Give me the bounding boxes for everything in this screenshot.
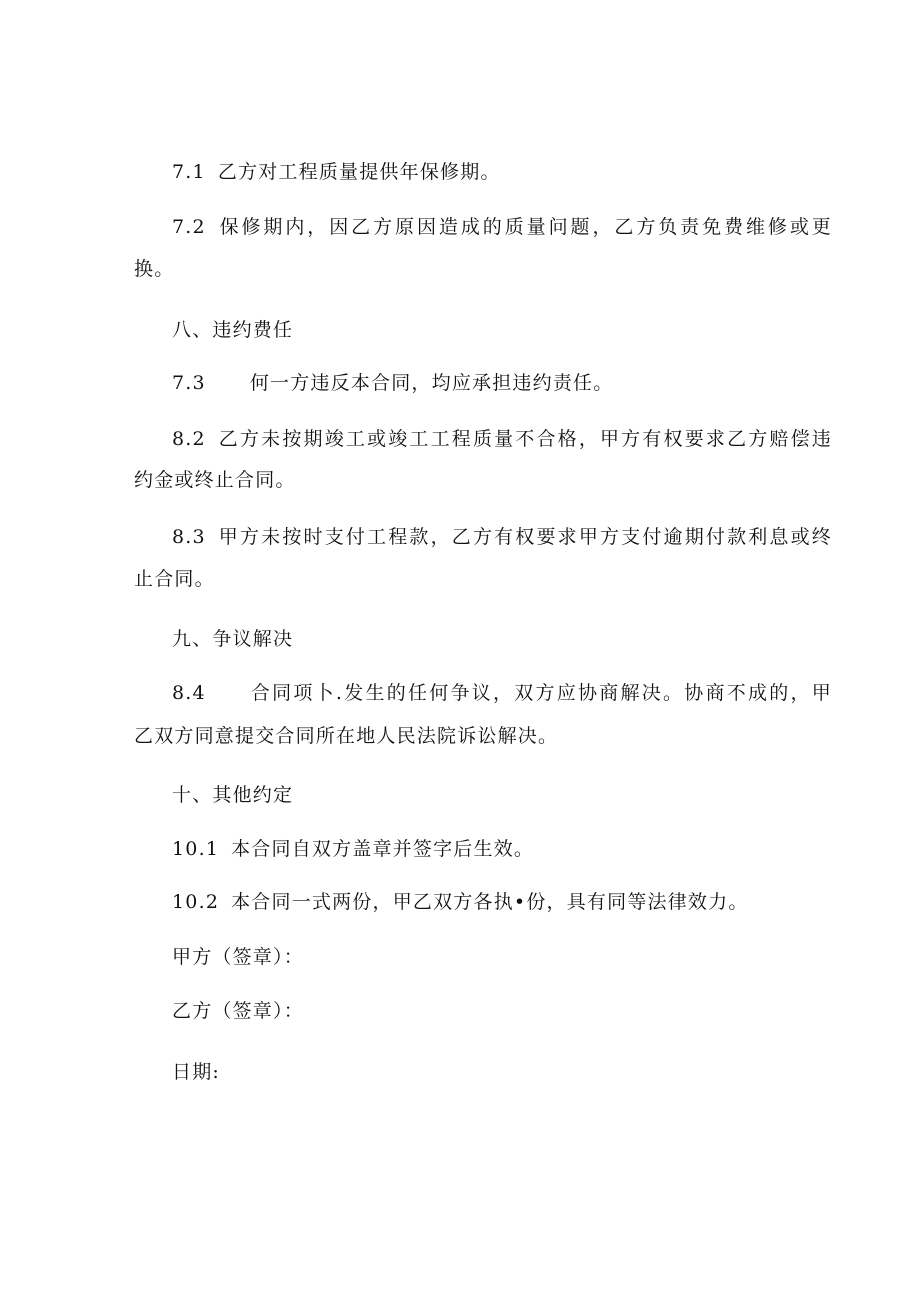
clause-number: 7.1	[172, 161, 206, 183]
clause-8-3-line-1	[134, 521, 832, 553]
clause-text: 何一方违反本合同，均应承担违约责任。	[249, 372, 614, 394]
clause-10-2	[134, 886, 832, 918]
party-b-signature-label: 乙方（签章）：	[172, 1000, 304, 1022]
clause-number: 7.3	[172, 372, 206, 394]
clause-8-4-line-1	[134, 677, 832, 709]
section-9-title: 九、争议解决	[172, 628, 294, 650]
clause-number: 8.4	[172, 682, 206, 704]
clause-text: 乙方对工程质量提供年保修期。	[217, 161, 501, 183]
clause-7-2-line-2	[134, 253, 794, 285]
clause-text: 乙方未按期竣工或竣工工程质量不合格，甲方有权要求乙方赔偿违	[217, 428, 832, 450]
clause-text: 乙双方同意提交合同所在地人民法院诉讼解决。	[134, 725, 559, 747]
clause-text: 保修期内，因乙方原因造成的质量问题，乙方负责免费维修或更	[217, 216, 832, 238]
clause-7-3	[134, 367, 832, 399]
clause-7-1	[134, 156, 832, 188]
clause-10-1	[134, 833, 832, 865]
party-a-signature-label: 甲方（签章）：	[172, 946, 304, 968]
clause-text: 换。	[134, 258, 175, 280]
clause-number: 10.1	[172, 838, 220, 860]
clause-number: 7.2	[172, 216, 206, 238]
date-label: 日期:	[172, 1061, 221, 1083]
clause-text: 本合同一式两份，甲乙双方各执•份，具有同等法律效力。	[231, 891, 749, 913]
section-10-title: 十、其他约定	[172, 784, 294, 806]
clause-text: 约金或终止合同。	[134, 469, 296, 491]
clause-text: 止合同。	[134, 568, 215, 590]
section-8-title: 八、违约费任	[172, 319, 294, 341]
clause-8-2-line-1	[134, 423, 832, 455]
clause-number: 8.2	[172, 428, 206, 450]
clause-8-3-line-2	[134, 563, 794, 595]
clause-text: 甲方未按时支付工程款，乙方有权要求甲方支付逾期付款利息或终	[217, 526, 832, 548]
clause-8-4-line-2	[134, 720, 794, 752]
clause-number: 8.3	[172, 526, 206, 548]
clause-number: 10.2	[172, 891, 220, 913]
clause-8-2-line-2	[134, 464, 794, 496]
clause-text: 合同项卜.发生的任何争议，双方应协商解决。协商不成的，甲	[249, 682, 832, 704]
clause-7-2-line-1	[134, 211, 832, 243]
clause-text: 本合同自双方盖章并签字后生效。	[231, 838, 535, 860]
